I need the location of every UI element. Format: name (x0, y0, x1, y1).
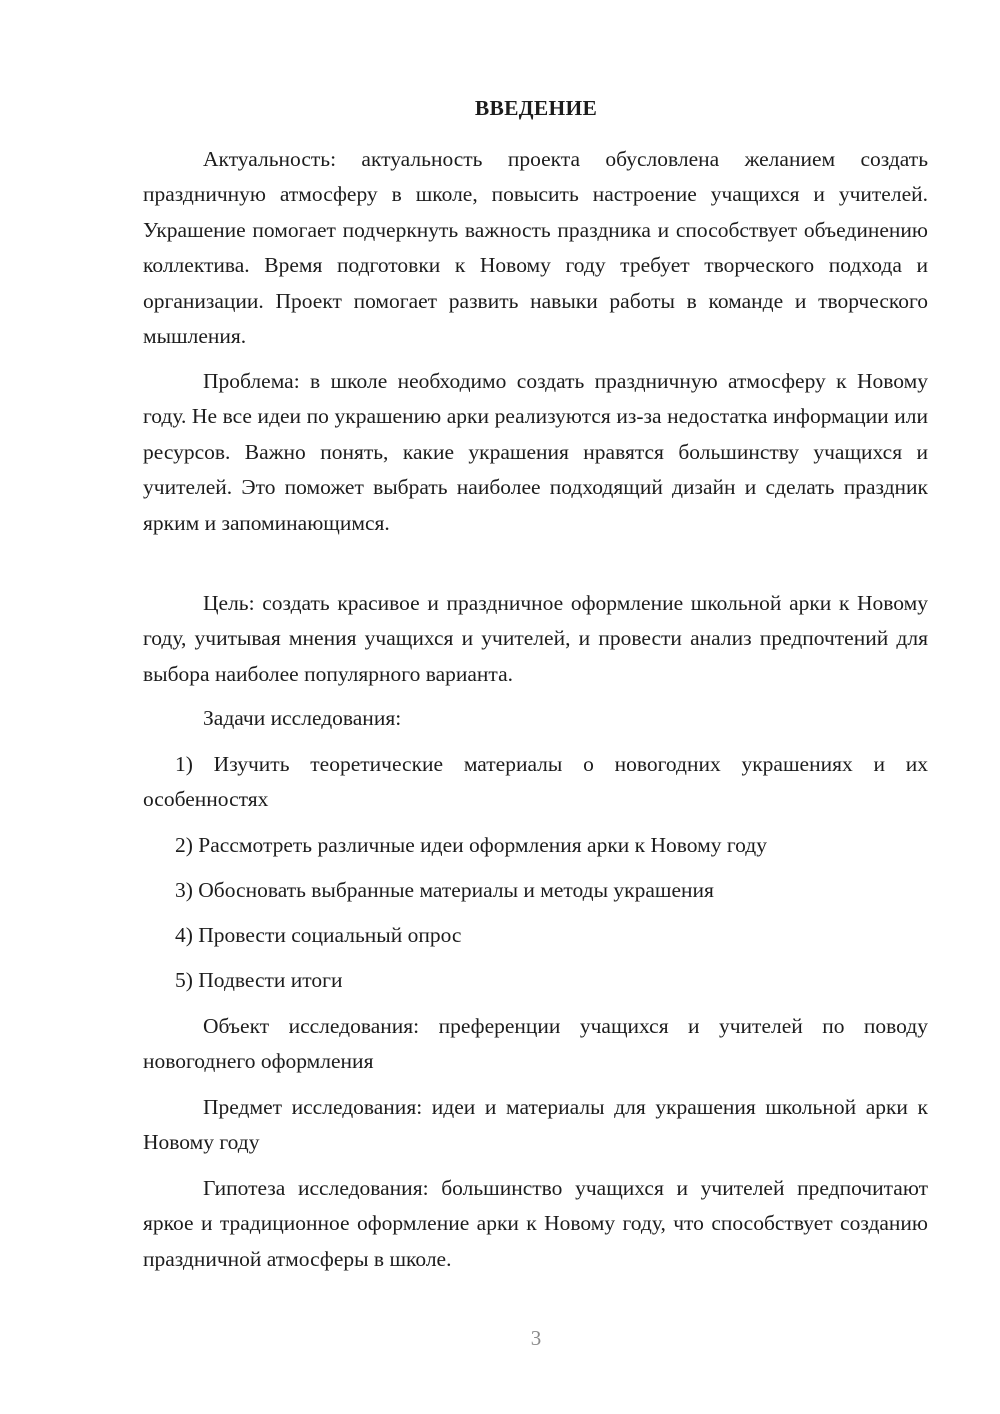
problem-paragraph: Проблема: в школе необходимо создать праздничную атмосферу к Новому году. Не все идеи по украшению арки реализуются из-за недостатка информации или ресурсов. Важно понять, какие украшения нравятся большинству учащихся и учителей. Это поможет выбрать наиболее подходящий дизайн и сделать праздник ярким и запоминающимся. (143, 369, 928, 535)
task-item-5: 5) Подвести итоги (175, 968, 343, 992)
task-item-1: 1) Изучить теоретические материалы о новогодних украшениях и их особенностях (143, 752, 928, 812)
goal-paragraph: Цель: создать красивое и праздничное оформление школьной арки к Новому году, учитывая мнения учащихся и учителей, и провести анализ предпочтений для выбора наиболее популярного варианта. (143, 591, 928, 686)
tasks-label: Задачи исследования: (203, 706, 402, 730)
section-title: ВВЕДЕНИЕ (474, 96, 598, 120)
task-item-4: 4) Провести социальный опрос (175, 923, 462, 947)
task-item-3: 3) Обосновать выбранные материалы и методы украшения (175, 878, 714, 902)
page-number: 3 (530, 1326, 542, 1350)
relevance-paragraph: Актуальность: актуальность проекта обусловлена желанием создать праздничную атмосферу в школе, повысить настроение учащихся и учителей. Украшение помогает подчеркнуть важность праздника и способствует объединению коллектива. Время подготовки к Новому году требует творческого подхода и организации. Проект помогает развить навыки работы в команде и творческого мышления. (143, 147, 928, 349)
subject-paragraph: Предмет исследования: идеи и материалы для украшения школьной арки к Новому году (143, 1095, 928, 1155)
object-paragraph: Объект исследования: преференции учащихся и учителей по поводу новогоднего оформления (143, 1014, 928, 1074)
task-item-2: 2) Рассмотреть различные идеи оформления арки к Новому году (175, 833, 767, 857)
hypothesis-paragraph: Гипотеза исследования: большинство учащихся и учителей предпочитают яркое и традиционное оформление арки к Новому году, что способствует созданию праздничной атмосферы в школе. (143, 1176, 928, 1271)
